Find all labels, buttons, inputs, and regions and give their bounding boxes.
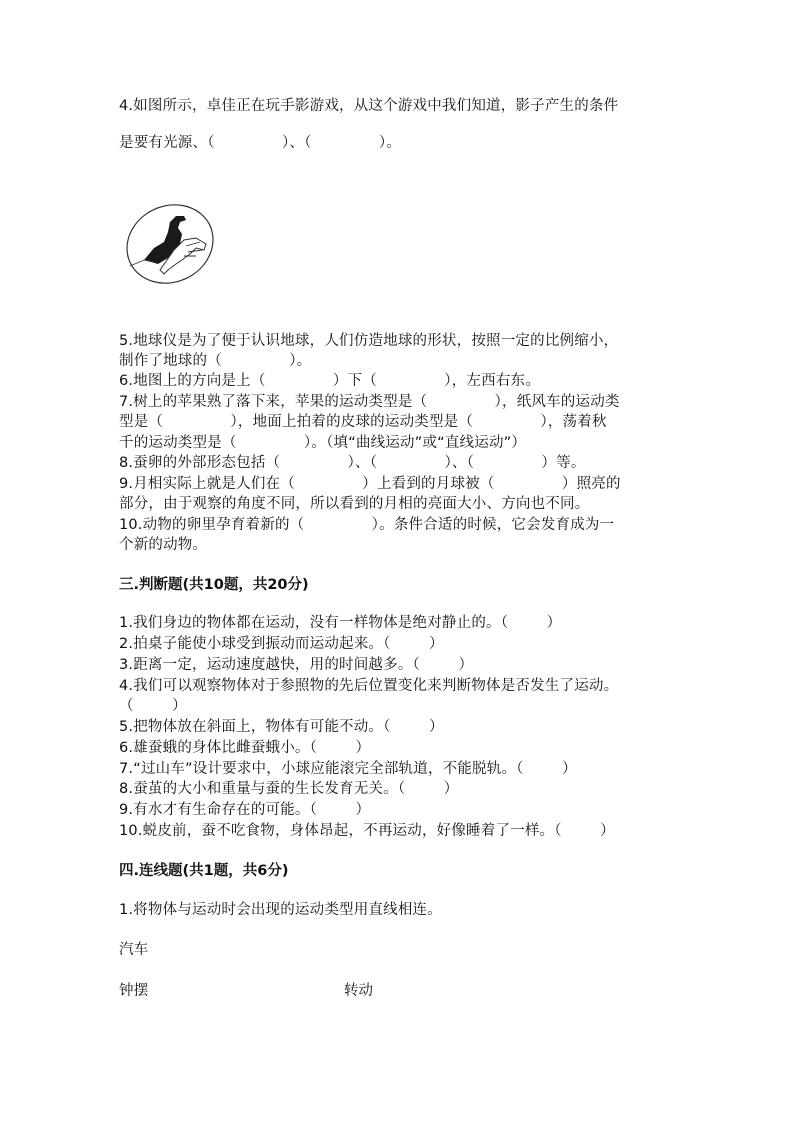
fill-line-5: 型是（ ），地面上拍着的皮球的运动类型是（ ），荡着秋: [119, 414, 607, 430]
section4-heading: 四.连线题(共1题，共6分): [119, 863, 289, 879]
judge-item-1: 1.我们身边的物体都在运动，没有一样物体是绝对静止的。（ ）: [119, 615, 562, 631]
fill-line-11: 个新的动物。: [119, 537, 208, 553]
fill-line-4: 7.树上的苹果熟了落下来，苹果的运动类型是（ ），纸风车的运动类: [119, 394, 620, 410]
judge-item-3: 3.距离一定，运动速度越快，用的时间越多。（ ）: [119, 657, 474, 673]
judge-item-5: 5.把物体放在斜面上，物体有可能不动。（ ）: [119, 719, 444, 735]
judge-item-10: 10.蜕皮前，蚕不吃食物，身体昂起，不再运动，好像睡着了一样。（ ）: [119, 823, 615, 839]
fill-line-10: 10.动物的卵里孕育着新的（ ）。条件合适的时候，它会发育成为一: [119, 517, 615, 533]
judge-item-8: 8.蚕茧的大小和重量与蚕的生长发育无关。（ ）: [119, 781, 459, 797]
judge-item-4: 4.我们可以观察物体对于参照物的先后位置变化来判断物体是否发生了运动。: [119, 678, 619, 694]
section3-heading: 三.判断题(共10题，共20分): [119, 577, 309, 593]
fill-line-8: 9.月相实际上就是人们在（ ）上看到的月球被（ ）照亮的: [119, 476, 621, 492]
judge-item-2: 2.拍桌子能使小球受到振动而运动起来。（ ）: [119, 636, 444, 652]
q4-line-2: 是要有光源、（ ）、（ ）。: [119, 135, 402, 151]
fill-line-9: 部分，由于观察的角度不同，所以看到的月相的亮面大小、方向也不同。: [119, 496, 590, 512]
fill-line-7: 8.蚕卵的外部形态包括（ ）、（ ）、（ ）等。: [119, 455, 586, 471]
fill-line-6: 千的运动类型是（ ）。（填“曲线运动”或“直线运动”）: [119, 435, 527, 451]
q4-line-1: 4.如图所示，卓佳正在玩手影游戏，从这个游戏中我们知道，影子产生的条件: [119, 98, 619, 114]
judge-item-7: 7.“过山车”设计要求中，小球应能滚完全部轨道，不能脱轨。（ ）: [119, 761, 577, 777]
judge-item-6: 6.雄蚕蛾的身体比雌蚕蛾小。（ ）: [119, 740, 371, 756]
match-left-item-2: 钟摆: [119, 983, 149, 999]
match-question: 1.将物体与运动时会出现的运动类型用直线相连。: [119, 902, 442, 918]
fill-line-3: 6.地图上的方向是上（ ）下（ ），左西右东。: [119, 373, 540, 389]
match-right-item-1: 转动: [344, 983, 373, 999]
shadow-puppet-image: [124, 204, 216, 284]
judge-item-4-cont: （ ）: [119, 698, 187, 714]
fill-line-2: 制作了地球的（ ）。: [119, 353, 312, 369]
fill-line-1: 5.地球仪是为了便于认识地球，人们仿造地球的形状，按照一定的比例缩小，: [119, 333, 619, 349]
judge-item-9: 9.有水才有生命存在的可能。（ ）: [119, 802, 371, 818]
match-left-item-1: 汽车: [119, 942, 149, 958]
